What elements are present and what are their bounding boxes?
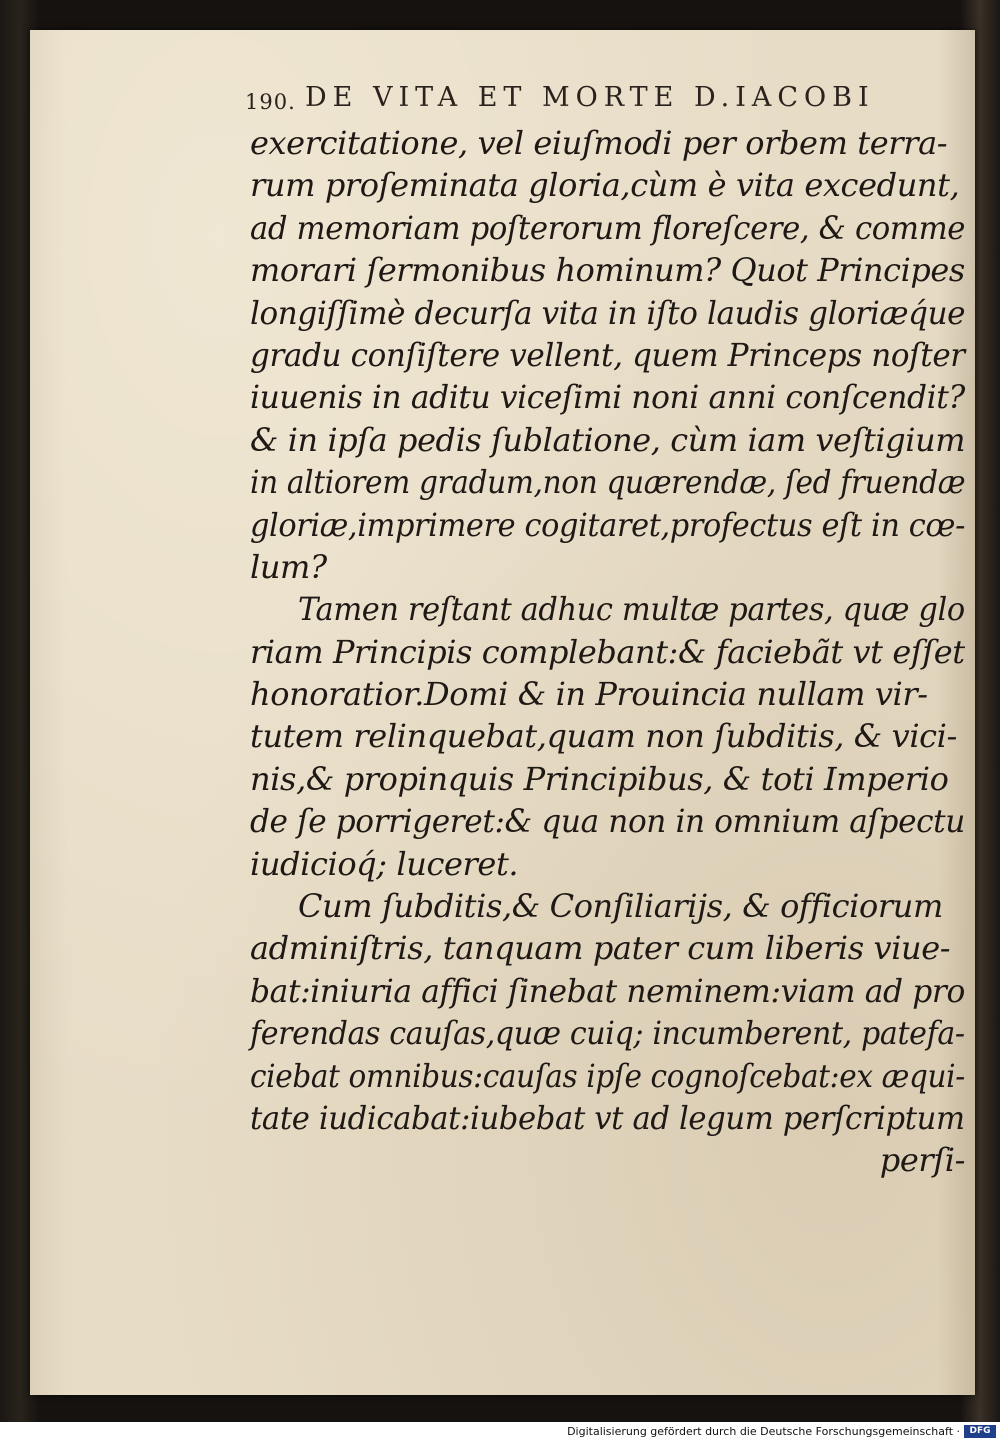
text-line: riam Principis complebant:& faciebãt vt eſſet xyxy=(250,632,965,671)
text-line: bat:iniuria affici ſinebat neminem:viam ad pro xyxy=(250,971,965,1010)
text-line: de ſe porrigeret:& qua non in omnium aſpectu xyxy=(250,802,965,841)
running-head xyxy=(245,82,915,122)
catchword: perſi- xyxy=(879,1141,965,1180)
page-number: 190. xyxy=(245,90,296,114)
text-line: morari ſermonibus hominum? Quot Principes xyxy=(250,251,965,290)
text-line: nis,& propinquis Principibus, & toti Imperio xyxy=(250,759,949,798)
text-line: Cum ſubditis,& Conſiliarijs, & officiorum xyxy=(298,887,943,926)
text-line: rum proſeminata gloria,cùm è vita excedunt, xyxy=(250,166,960,205)
text-line: gradu conſiſtere vellent, quem Princeps noſter xyxy=(250,335,965,374)
running-title: DE VITA ET MORTE D.IACOBI xyxy=(305,82,875,113)
text-line: honoratior.Domi & in Prouincia nullam vir- xyxy=(250,675,928,714)
text-line: longiſſimè decurſa vita in iſto laudis gloriæq́ue xyxy=(250,293,966,332)
dfg-logo-icon: DFG xyxy=(964,1425,996,1438)
body-text xyxy=(250,122,965,1182)
text-line: tutem relinquebat,quam non ſubditis, & vici- xyxy=(250,717,957,756)
digitization-footer xyxy=(0,1422,1000,1442)
text-line: iuuenis in aditu viceſimi noni anni conſcendit? xyxy=(250,378,965,417)
text-line: tate iudicabat:iubebat vt ad legum perſcriptum xyxy=(250,1098,965,1137)
text-line: Tamen reſtant adhuc multæ partes, quæ glo xyxy=(298,590,965,629)
book-page xyxy=(30,30,975,1395)
funding-notice: Digitalisierung gefördert durch die Deutsche Forschungsgemeinschaft · xyxy=(567,1425,960,1438)
text-line: & in ipſa pedis ſublatione, cùm iam veſtigium xyxy=(250,420,966,459)
text-line: exercitatione, vel eiuſmodi per orbem terra- xyxy=(250,124,948,162)
text-line: ferendas cauſas,quæ cuiq; incumberent, patefa- xyxy=(250,1014,965,1053)
text-line: adminiſtris, tanquam pater cum liberis viue- xyxy=(250,929,951,968)
text-line: ciebat omnibus:cauſas ipſe cognoſcebat:ex æqui- xyxy=(250,1056,965,1095)
text-line: in altiorem gradum,non quærendæ, ſed fruendæ xyxy=(250,463,966,502)
text-line: gloriæ,imprimere cogitaret,profectus eſt in cœ- xyxy=(250,505,965,544)
text-line: lum? xyxy=(250,547,327,586)
text-line: ad memoriam poſterorum floreſcere, & comme xyxy=(250,208,966,247)
text-line: iudicioq́; luceret. xyxy=(250,844,519,883)
